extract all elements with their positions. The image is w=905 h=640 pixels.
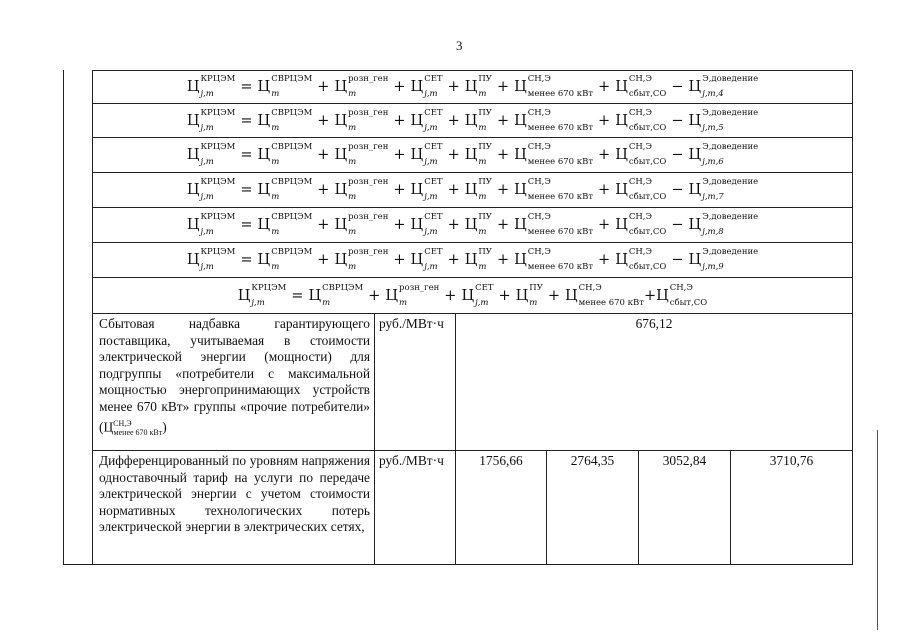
page-number: 3 [456,38,463,53]
formula-row-4 [92,70,853,104]
formula-row-8 [92,207,853,243]
symbol-sup: СН,Э [113,418,132,428]
formula-6: Ц КРЦЭМ j,m = Ц СВРЦЭМ m + Ц розн_ген m + Ц СЕТ j,m + Ц ПУ m + Ц СН,Э менее 670 кВт + Ц СН,Э сбыт,СО − Ц Э,доведение j,m,6 [186,142,759,167]
symbol-c: Ц [103,419,114,435]
row-tariff-value-1: 1756,66 [479,453,523,468]
formula-4: Ц КРЦЭМ j,m = Ц СВРЦЭМ m + Ц розн_ген m + Ц СЕТ j,m + Ц ПУ m + Ц СН,Э менее 670 кВт + Ц СН,Э сбыт,СО − Ц Э,доведение j,m,4 [186,74,759,99]
scan-edge-line [877,430,878,630]
table-bottom-line [63,564,853,565]
formula-base: Ц КРЦЭМ j,m = Ц СВРЦЭМ m + Ц розн_ген m + Ц СЕТ j,m + Ц ПУ m + Ц СН,Э менее 670 кВт +Ц СН,Э сбыт,СО [237,282,708,308]
grid-right [852,313,853,565]
formula-5: Ц КРЦЭМ j,m = Ц СВРЦЭМ m + Ц розн_ген m + Ц СЕТ j,m + Ц ПУ m + Ц СН,Э менее 670 кВт + Ц СН,Э сбыт,СО − Ц Э,доведение j,m,5 [186,107,759,133]
row-tariff-description: Дифференцированный по уровням напряжения одноставочный тариф на услуги по передаче электрической энергии с учетом стоимости нормативных технологических потерь электрической энергии в электрических сетях, [99,453,370,535]
grid-value-left [455,313,456,565]
formula-row-5 [92,103,853,138]
formula-row-6 [92,137,853,173]
left-margin-line [63,70,64,565]
symbol-sub: менее 670 кВт [113,427,163,437]
row-tariff-value-4: 3710,76 [769,453,814,468]
formula-8: Ц КРЦЭМ j,m = Ц СВРЦЭМ m + Ц розн_ген m + Ц СЕТ j,m + Ц ПУ m + Ц СН,Э менее 670 кВт + Ц СН,Э сбыт,СО − Ц Э,доведение j,m,8 [186,212,759,237]
row-sales-markup-value: 676,12 [635,316,673,331]
row-sales-markup-unit: руб./МВт·ч [379,316,444,331]
row-tariff-value-3: 3052,84 [662,453,707,468]
formula-row-7 [92,172,853,208]
row-sales-markup-text: Сбытовая надбавка гарантирующего поставщика, учитываемая в стоимости электрической энергии (мощности) для подгруппы «потребители с максимальной мощностью энергопринимающих устройств менее 670 кВт» группы «прочие потребители» ( [99,316,370,435]
formula-9: Ц КРЦЭМ j,m = Ц СВРЦЭМ m + Ц розн_ген m + Ц СЕТ j,m + Ц ПУ m + Ц СН,Э менее 670 кВт + Ц СН,Э сбыт,СО − Ц Э,доведение j,m,9 [186,247,759,272]
symbol-close: ) [162,419,167,435]
formula-7: Ц КРЦЭМ j,m = Ц СВРЦЭМ m + Ц розн_ген m + Ц СЕТ j,m + Ц ПУ m + Ц СН,Э менее 670 кВт + Ц СН,Э сбыт,СО − Ц Э,доведение j,m,7 [186,177,759,202]
grid-unit-left [374,313,375,565]
row-sales-markup-description [93,314,374,450]
formula-row-9 [92,242,853,278]
formula-row-base [92,277,853,314]
row-tariff-unit: руб./МВт·ч [379,453,444,468]
row-tariff-value-2: 2764,35 [570,453,615,468]
